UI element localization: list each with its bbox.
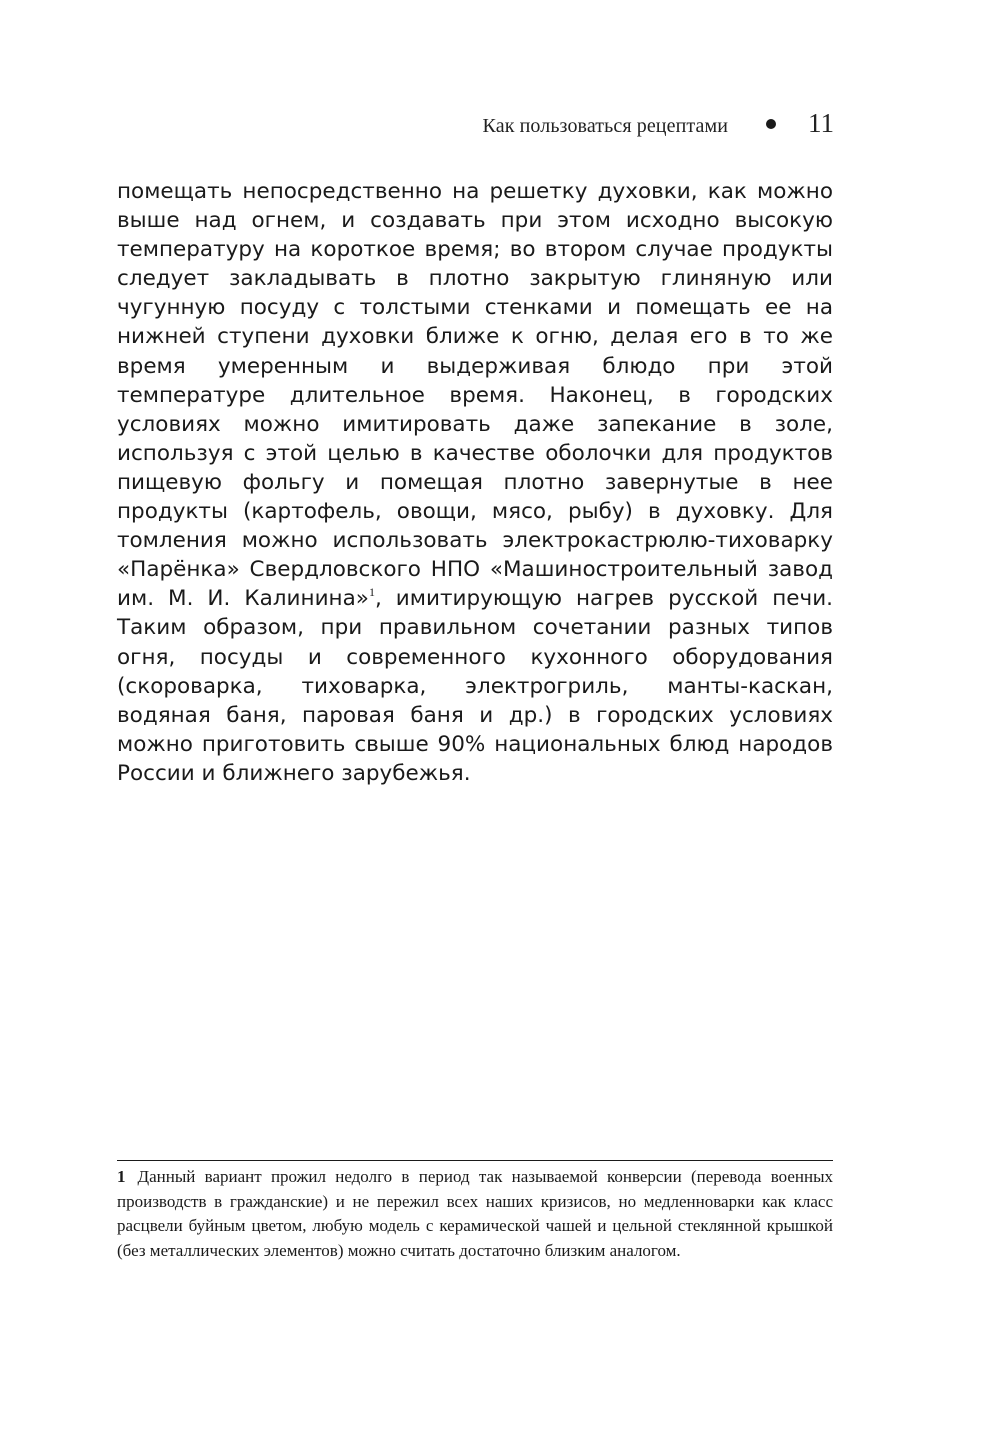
footnote-text: Данный вариант прожил недолго в период так называемой конверсии (перевода военных производств в гражданские) и не пережил всех наших кризисов, но медленноварки как класс расцвели буйным цветом, любую модель с керамической чашей и цельной стеклянной крышкой (без металлических элементов) можно считать достаточно близким аналогом. [117,1167,833,1260]
page-number: 11 [808,108,834,138]
running-head-title: Как пользоваться рецептами [482,115,728,137]
running-head [483,108,834,139]
footnote [117,1165,833,1263]
footnote-divider [117,1160,833,1161]
body-text-part2: , имитирующую нагрев русской печи. Таким образом, при правильном сочетании разных типов огня, посуды и современного кухонного оборудования (скороварка, тиховарка, электрогриль, манты-каскан, водяная баня, паровая баня и др.) в городских условиях можно приготовить свыше 90% национальных блюд народов России и ближнего зарубежья. [117,586,834,786]
footnote-reference[interactable]: 1 [368,585,375,600]
body-paragraph [117,177,833,788]
footnote-number: 1 [117,1167,126,1186]
bullet-separator-icon [766,119,776,129]
body-text-part1: помещать непосредственно на решетку духовки, как можно выше над огнем, и создавать при этом исходно высокую температуру на короткое время; во втором случае продукты следует закладывать в плотно закрытую глиняную или чугунную посуду с толстыми стенками и помещать ее на нижней ступени духовки ближе к огню, делая его в то же время умеренным и выдерживая блюдо при этой температуре длительное время. Наконец, в городских условиях можно имитировать даже запекание в золе, используя с этой целью в качестве оболочки для продуктов пищевую фольгу и помещая плотно завернутые в нее продукты (картофель, овощи, мясо, рыбу) в духовку. Для томления можно использовать электрокастрюлю-тиховарку «Парёнка» Свердловского НПО «Машиностроительный завод им. М. И. Калинина» [117,179,833,612]
